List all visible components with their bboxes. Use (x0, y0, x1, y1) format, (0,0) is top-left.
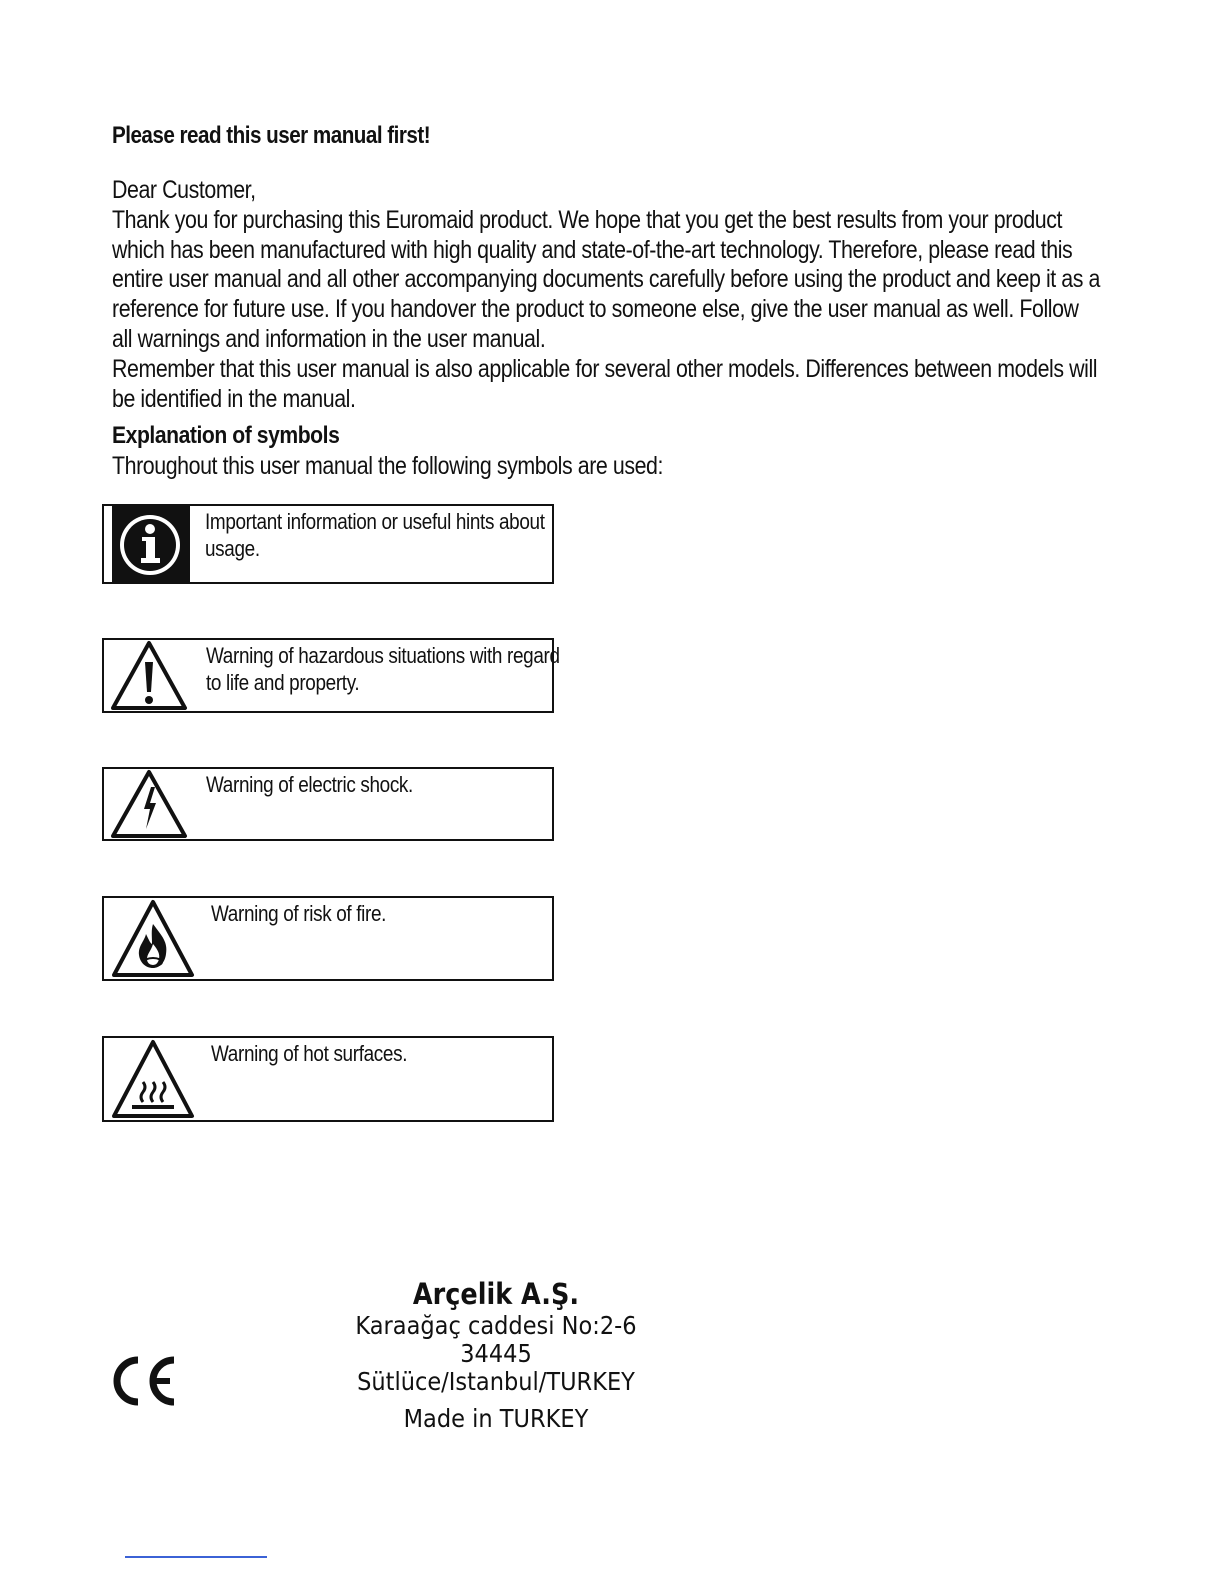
manufacturer-info (300, 1276, 692, 1434)
manufacturer-address-line1: Karaağaç caddesi No:2-6 (355, 1311, 637, 1340)
symbols-section-title: Explanation of symbols (112, 422, 340, 449)
symbol-box-hot-surface (102, 1036, 554, 1122)
symbol-label-info: Important information or useful hints about usage. (205, 509, 545, 561)
page-title: Please read this user manual first! (112, 122, 431, 149)
electric-shock-icon (110, 769, 188, 844)
fire-warning-icon (110, 898, 196, 984)
symbol-label-hot-surface: Warning of hot surfaces. (211, 1041, 408, 1066)
symbol-box-electric-shock (102, 767, 554, 841)
info-icon (112, 506, 190, 587)
symbol-label-general-warning: Warning of hazardous situations with regard to life and property. (206, 643, 560, 695)
intro-text (112, 176, 1104, 414)
models-note-paragraph: Remember that this user manual is also applicable for several other models. Differences between models will be identified in the manual. (112, 354, 1098, 413)
symbol-label-electric-shock: Warning of electric shock. (206, 772, 413, 797)
hot-surface-icon (110, 1038, 196, 1125)
manufacturer-name: Arçelik A.Ş. (412, 1277, 580, 1311)
symbols-section-subtitle: Throughout this user manual the following symbols are used: (112, 452, 664, 480)
bottom-link-underline (125, 1556, 267, 1558)
intro-paragraph: Thank you for purchasing this Euromaid product. We hope that you get the best results from your product which has been manufactured with high quality and state-of-the-art technology. Therefore, please read this entire user manual and all other accompanying documents carefully before using the product and keep it as a reference for future use. If you handover the product to someone else, give the user manual as well. Follow all warnings and information in the user manual. (112, 205, 1101, 353)
made-in-label: Made in TURKEY (403, 1404, 589, 1433)
manufacturer-address-line2: 34445 Sütlüce/Istanbul/TURKEY (357, 1339, 635, 1396)
general-warning-icon (110, 640, 188, 716)
salutation: Dear Customer, (112, 176, 256, 204)
ce-mark-icon (110, 1356, 180, 1411)
symbol-box-fire (102, 896, 554, 981)
symbol-box-general-warning (102, 638, 560, 713)
symbol-box-info (102, 504, 554, 584)
symbol-label-fire: Warning of risk of fire. (211, 901, 387, 926)
